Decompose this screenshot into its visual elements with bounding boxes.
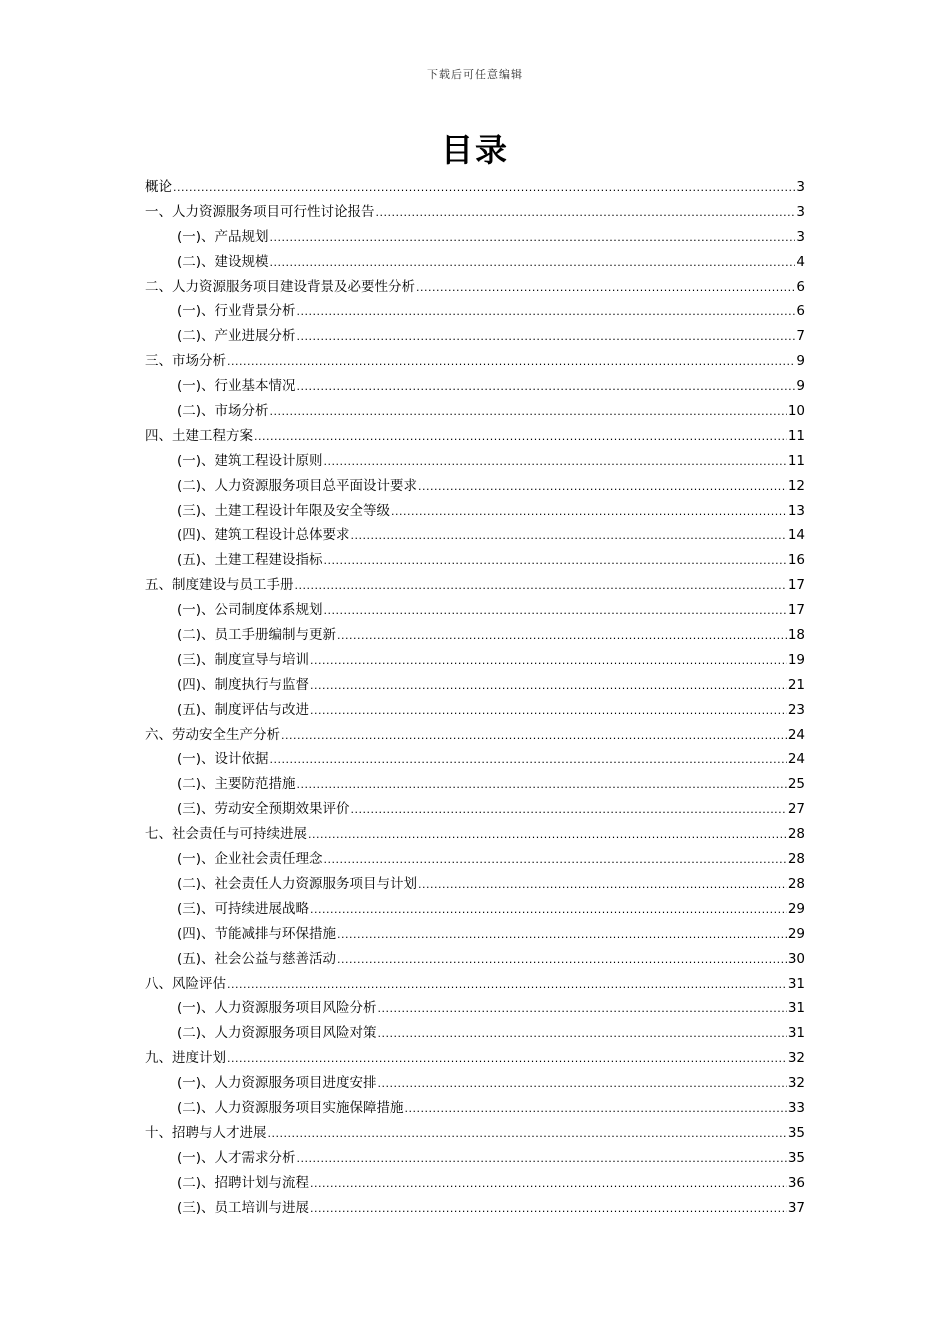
toc-entry[interactable] (145, 972, 805, 997)
toc-entry[interactable] (145, 523, 805, 548)
toc-entry[interactable] (145, 698, 805, 723)
toc-dot-leader (337, 624, 787, 649)
toc-entry-page-number: 30 (787, 950, 805, 967)
toc-dot-leader (227, 973, 787, 998)
toc-entry-page-number: 31 (787, 975, 805, 992)
toc-entry[interactable] (145, 1071, 805, 1096)
toc-entry-page-number: 14 (787, 527, 805, 544)
toc-dot-leader (416, 276, 795, 301)
toc-entry-page-number: 18 (787, 627, 805, 644)
toc-entry-page-number: 3 (796, 228, 805, 245)
toc-entry-page-number: 24 (787, 726, 805, 743)
toc-entry-page-number: 17 (787, 577, 805, 594)
toc-dot-leader (270, 400, 787, 425)
toc-entry-label: 五、制度建设与员工手册 (145, 577, 294, 594)
toc-entry[interactable] (145, 424, 805, 449)
toc-entry[interactable] (145, 250, 805, 275)
toc-entry-label: 四、土建工程方案 (145, 427, 253, 444)
toc-entry[interactable] (145, 897, 805, 922)
toc-entry[interactable] (145, 324, 805, 349)
toc-entry-label: (一)、人力资源服务项目进度安排 (177, 1075, 377, 1092)
toc-dot-leader (270, 251, 796, 276)
toc-entry-page-number: 9 (796, 378, 805, 395)
toc-dot-leader (351, 524, 787, 549)
toc-entry-label: (一)、人才需求分析 (177, 1149, 296, 1166)
toc-title: 目录 (440, 131, 509, 169)
toc-entry-page-number: 32 (787, 1075, 805, 1092)
toc-entry-label: 十、招聘与人才进展 (145, 1124, 267, 1141)
toc-dot-leader (376, 201, 796, 226)
toc-dot-leader (310, 898, 787, 923)
toc-list (145, 175, 805, 1220)
toc-entry[interactable] (145, 598, 805, 623)
toc-entry-label: (一)、企业社会责任理念 (177, 851, 323, 868)
toc-entry-page-number: 33 (787, 1099, 805, 1116)
toc-entry[interactable] (145, 1046, 805, 1071)
toc-entry-page-number: 13 (787, 502, 805, 519)
toc-dot-leader (295, 574, 787, 599)
toc-entry-page-number: 11 (787, 452, 805, 469)
toc-dot-leader (308, 823, 787, 848)
toc-dot-leader (418, 873, 787, 898)
toc-dot-leader (173, 176, 795, 201)
toc-dot-leader (351, 798, 787, 823)
toc-entry[interactable] (145, 1146, 805, 1171)
toc-dot-leader (227, 350, 795, 375)
toc-entry-label: (三)、员工培训与进展 (177, 1199, 310, 1216)
toc-entry-page-number: 28 (787, 851, 805, 868)
toc-entry[interactable] (145, 1171, 805, 1196)
toc-dot-leader (418, 475, 787, 500)
toc-entry-page-number: 19 (787, 651, 805, 668)
toc-dot-leader (324, 599, 787, 624)
toc-dot-leader (270, 226, 796, 251)
toc-entry-label: (一)、行业基本情况 (177, 378, 296, 395)
toc-entry-label: 七、社会责任与可持续进展 (145, 826, 307, 843)
toc-entry-label: (二)、建设规模 (177, 253, 269, 270)
toc-dot-leader (324, 450, 787, 475)
toc-entry-label: (三)、土建工程设计年限及安全等级 (177, 502, 391, 519)
toc-entry-label: (一)、公司制度体系规划 (177, 602, 323, 619)
toc-dot-leader (297, 1147, 787, 1172)
toc-entry-page-number: 3 (796, 203, 805, 220)
toc-entry[interactable] (145, 747, 805, 772)
toc-entry-label: (三)、可持续进展战略 (177, 900, 310, 917)
toc-entry-label: (五)、土建工程建设指标 (177, 552, 323, 569)
toc-entry-label: (二)、员工手册编制与更新 (177, 627, 337, 644)
toc-entry-page-number: 35 (787, 1124, 805, 1141)
toc-entry[interactable] (145, 1096, 805, 1121)
toc-dot-leader (310, 1197, 787, 1222)
toc-entry[interactable] (145, 673, 805, 698)
toc-dot-leader (297, 325, 796, 350)
toc-entry-label: (一)、行业背景分析 (177, 303, 296, 320)
toc-entry[interactable] (145, 922, 805, 947)
toc-entry[interactable] (145, 175, 805, 200)
toc-dot-leader (310, 699, 787, 724)
toc-entry[interactable] (145, 200, 805, 225)
toc-dot-leader (297, 773, 787, 798)
toc-dot-leader (378, 1022, 787, 1047)
toc-dot-leader (324, 848, 787, 873)
toc-entry[interactable] (145, 275, 805, 300)
toc-entry[interactable] (145, 548, 805, 573)
toc-entry-page-number: 35 (787, 1149, 805, 1166)
toc-entry-page-number: 32 (787, 1050, 805, 1067)
toc-entry-label: 三、市场分析 (145, 353, 226, 370)
toc-entry[interactable] (145, 623, 805, 648)
toc-entry-label: (二)、市场分析 (177, 403, 269, 420)
toc-dot-leader (227, 1047, 787, 1072)
toc-entry-page-number: 11 (787, 427, 805, 444)
toc-dot-leader (297, 375, 796, 400)
toc-entry[interactable] (145, 374, 805, 399)
toc-entry-page-number: 31 (787, 1000, 805, 1017)
toc-entry-page-number: 10 (787, 403, 805, 420)
toc-entry-page-number: 6 (796, 278, 805, 295)
toc-entry-label: (四)、建筑工程设计总体要求 (177, 527, 350, 544)
toc-entry[interactable] (145, 648, 805, 673)
toc-entry-page-number: 4 (796, 253, 805, 270)
toc-entry[interactable] (145, 349, 805, 374)
toc-entry-label: 一、人力资源服务项目可行性讨论报告 (145, 203, 375, 220)
toc-entry-page-number: 3 (796, 179, 805, 195)
toc-entry-label: (三)、制度宣导与培训 (177, 651, 310, 668)
toc-dot-leader (378, 1072, 787, 1097)
toc-entry-page-number: 37 (787, 1199, 805, 1216)
toc-entry-label: (五)、社会公益与慈善活动 (177, 950, 337, 967)
toc-entry-label: 六、劳动安全生产分析 (145, 726, 280, 743)
toc-entry-label: (二)、社会责任人力资源服务项目与计划 (177, 875, 418, 892)
toc-dot-leader (268, 1122, 787, 1147)
toc-entry[interactable] (145, 1121, 805, 1146)
toc-entry[interactable] (145, 573, 805, 598)
toc-entry[interactable] (145, 1021, 805, 1046)
toc-entry[interactable] (145, 1196, 805, 1221)
toc-entry-label: (四)、制度执行与监督 (177, 676, 310, 693)
toc-entry-label: (一)、建筑工程设计原则 (177, 452, 323, 469)
toc-dot-leader (378, 997, 787, 1022)
toc-entry-page-number: 17 (787, 602, 805, 619)
toc-entry-page-number: 27 (787, 801, 805, 818)
toc-dot-leader (405, 1097, 787, 1122)
toc-entry-page-number: 23 (787, 701, 805, 718)
toc-entry-label: (五)、制度评估与改进 (177, 701, 310, 718)
toc-entry[interactable] (145, 723, 805, 748)
toc-dot-leader (297, 300, 796, 325)
toc-entry-page-number: 12 (787, 477, 805, 494)
toc-entry-label: (四)、节能减排与环保措施 (177, 925, 337, 942)
toc-entry-label: 九、进度计划 (145, 1050, 226, 1067)
toc-entry-page-number: 21 (787, 676, 805, 693)
toc-entry-label: 概论 (145, 179, 172, 195)
toc-entry-label: (一)、人力资源服务项目风险分析 (177, 1000, 377, 1017)
toc-entry-label: (二)、产业进展分析 (177, 328, 296, 345)
toc-entry-page-number: 31 (787, 1025, 805, 1042)
toc-entry[interactable] (145, 225, 805, 250)
toc-entry-label: (二)、招聘计划与流程 (177, 1174, 310, 1191)
toc-dot-leader (310, 674, 787, 699)
toc-entry-label: (三)、劳动安全预期效果评价 (177, 801, 350, 818)
toc-dot-leader (324, 549, 787, 574)
toc-dot-leader (281, 724, 787, 749)
toc-entry-page-number: 9 (796, 353, 805, 370)
toc-entry-page-number: 28 (787, 875, 805, 892)
toc-entry[interactable] (145, 772, 805, 797)
toc-entry-page-number: 36 (787, 1174, 805, 1191)
toc-entry-label: (一)、设计依据 (177, 751, 269, 768)
toc-dot-leader (270, 748, 787, 773)
toc-entry-label: (二)、主要防范措施 (177, 776, 296, 793)
header-note: 下载后可任意编辑 (427, 68, 523, 81)
toc-entry[interactable] (145, 797, 805, 822)
toc-entry[interactable] (145, 449, 805, 474)
toc-dot-leader (391, 500, 787, 525)
toc-entry-page-number: 7 (796, 328, 805, 345)
toc-entry[interactable] (145, 996, 805, 1021)
toc-entry-page-number: 25 (787, 776, 805, 793)
toc-dot-leader (337, 923, 787, 948)
toc-entry-page-number: 28 (787, 826, 805, 843)
toc-entry-page-number: 29 (787, 925, 805, 942)
toc-entry-page-number: 16 (787, 552, 805, 569)
toc-entry-label: 八、风险评估 (145, 975, 226, 992)
toc-entry[interactable] (145, 822, 805, 847)
toc-entry[interactable] (145, 872, 805, 897)
toc-entry[interactable] (145, 499, 805, 524)
toc-entry[interactable] (145, 399, 805, 424)
toc-entry-page-number: 29 (787, 900, 805, 917)
toc-entry[interactable] (145, 474, 805, 499)
toc-entry-label: (二)、人力资源服务项目总平面设计要求 (177, 477, 418, 494)
toc-entry-page-number: 24 (787, 751, 805, 768)
toc-entry[interactable] (145, 299, 805, 324)
toc-entry-label: (一)、产品规划 (177, 228, 269, 245)
toc-entry[interactable] (145, 947, 805, 972)
toc-dot-leader (254, 425, 787, 450)
toc-dot-leader (310, 1172, 787, 1197)
toc-entry[interactable] (145, 847, 805, 872)
toc-dot-leader (310, 649, 787, 674)
toc-entry-label: (二)、人力资源服务项目实施保障措施 (177, 1099, 404, 1116)
toc-entry-label: 二、人力资源服务项目建设背景及必要性分析 (145, 278, 415, 295)
toc-entry-label: (二)、人力资源服务项目风险对策 (177, 1025, 377, 1042)
toc-entry-page-number: 6 (796, 303, 805, 320)
toc-dot-leader (337, 948, 787, 973)
